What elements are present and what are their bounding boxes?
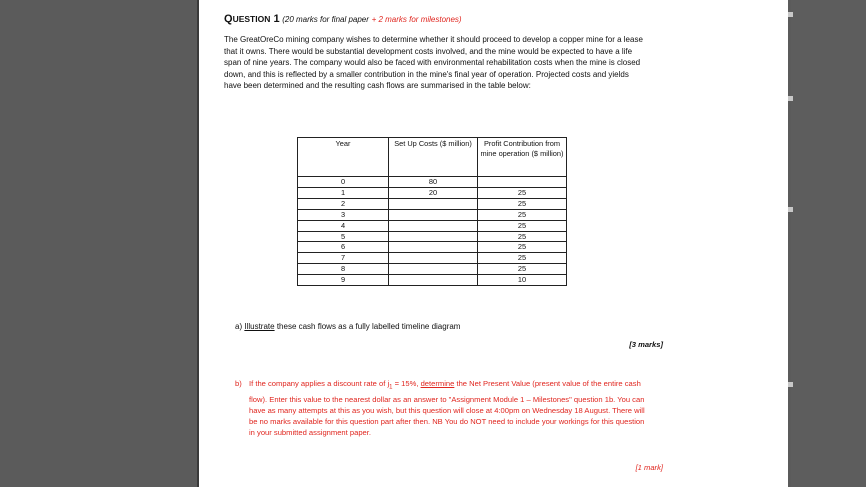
cell-year: 0: [298, 177, 389, 188]
part-b-subscript: 1: [389, 384, 393, 391]
cell-setup-cost: [389, 231, 478, 242]
cell-profit: [478, 177, 567, 188]
part-b-verb: determine: [420, 379, 455, 388]
part-b-label: b): [235, 379, 242, 388]
cell-year: 1: [298, 187, 389, 198]
part-a-verb: Illustrate: [244, 322, 275, 331]
question-milestone-note: + 2 marks for milestones): [371, 15, 462, 24]
cell-setup-cost: [389, 209, 478, 220]
table-header-row: [298, 138, 567, 177]
viewer-scroll-area[interactable]: [791, 0, 866, 487]
part-b-text-2: = 15%,: [392, 379, 421, 388]
table-row: [298, 177, 567, 188]
table-row: [298, 209, 567, 220]
cell-year: 8: [298, 264, 389, 275]
header-setup-costs: Set Up Costs ($ million): [389, 138, 478, 177]
cell-setup-cost: [389, 220, 478, 231]
part-b-text-3: the Net Present Value (present value of the entire cash flow). Enter this value to the nearest dollar as an answer to "Assignment Module 1 – Milestones" question 1b. You can have as many attempts at this as you wish, but this question will close at 4:00pm on Wednesday 18 August. There will be no marks available for this question part after then. NB You do NOT need to include your workings for this question in your submitted assignment paper.: [249, 379, 645, 438]
part-b-marks: [1 mark]: [635, 463, 663, 472]
cell-year: 9: [298, 275, 389, 286]
part-a-label: a): [235, 322, 243, 331]
cell-profit: 25: [478, 220, 567, 231]
cash-flow-table: [297, 137, 567, 286]
cell-profit: 25: [478, 242, 567, 253]
part-a-text: these cash flows as a fully labelled timeline diagram: [274, 322, 461, 331]
cell-profit: 25: [478, 253, 567, 264]
table-row: [298, 242, 567, 253]
header-profit-contribution: Profit Contribution from mine operation ($ million): [478, 138, 567, 177]
cell-setup-cost: [389, 242, 478, 253]
table-row: [298, 275, 567, 286]
cell-profit: 25: [478, 187, 567, 198]
cell-profit: 25: [478, 198, 567, 209]
cell-setup-cost: 80: [389, 177, 478, 188]
part-a-marks: [3 marks]: [629, 340, 663, 349]
cell-year: 5: [298, 231, 389, 242]
part-b-text-1: If the company applies a discount rate of j: [249, 379, 390, 388]
intro-paragraph: The GreatOreCo mining company wishes to determine whether it should proceed to develop a copper mine for a lease that it owns. There would be substantial development costs involved, and the mine would be expected to have a life span of nine years. The company would also be faced with environmental rehabilitation costs when the mine is closed down, and this is reflected by a smaller contribution in the mine's final year of operation. Projected costs and yields have been determined and the resulting cash flows are summarised in the table below:: [224, 35, 643, 91]
cell-profit: 10: [478, 275, 567, 286]
cell-setup-cost: [389, 275, 478, 286]
part-b: [235, 378, 651, 439]
part-b-text: [249, 378, 651, 439]
question-title: [224, 13, 462, 25]
part-a: [235, 322, 665, 331]
cell-year: 4: [298, 220, 389, 231]
cell-year: 6: [298, 242, 389, 253]
cell-profit: 25: [478, 264, 567, 275]
document-page: [199, 0, 788, 487]
table-row: [298, 220, 567, 231]
question-marks-note: (20 marks for final paper: [282, 15, 369, 24]
table-row: [298, 253, 567, 264]
cell-year: 3: [298, 209, 389, 220]
cell-setup-cost: 20: [389, 187, 478, 198]
table-row: [298, 264, 567, 275]
cell-setup-cost: [389, 198, 478, 209]
cell-year: 7: [298, 253, 389, 264]
cell-setup-cost: [389, 253, 478, 264]
cell-profit: 25: [478, 209, 567, 220]
question-label: QUESTION 1: [224, 13, 280, 25]
header-year: Year: [298, 138, 389, 177]
cell-setup-cost: [389, 264, 478, 275]
table-row: [298, 198, 567, 209]
table-row: [298, 231, 567, 242]
cell-year: 2: [298, 198, 389, 209]
table-row: [298, 187, 567, 198]
cell-profit: 25: [478, 231, 567, 242]
